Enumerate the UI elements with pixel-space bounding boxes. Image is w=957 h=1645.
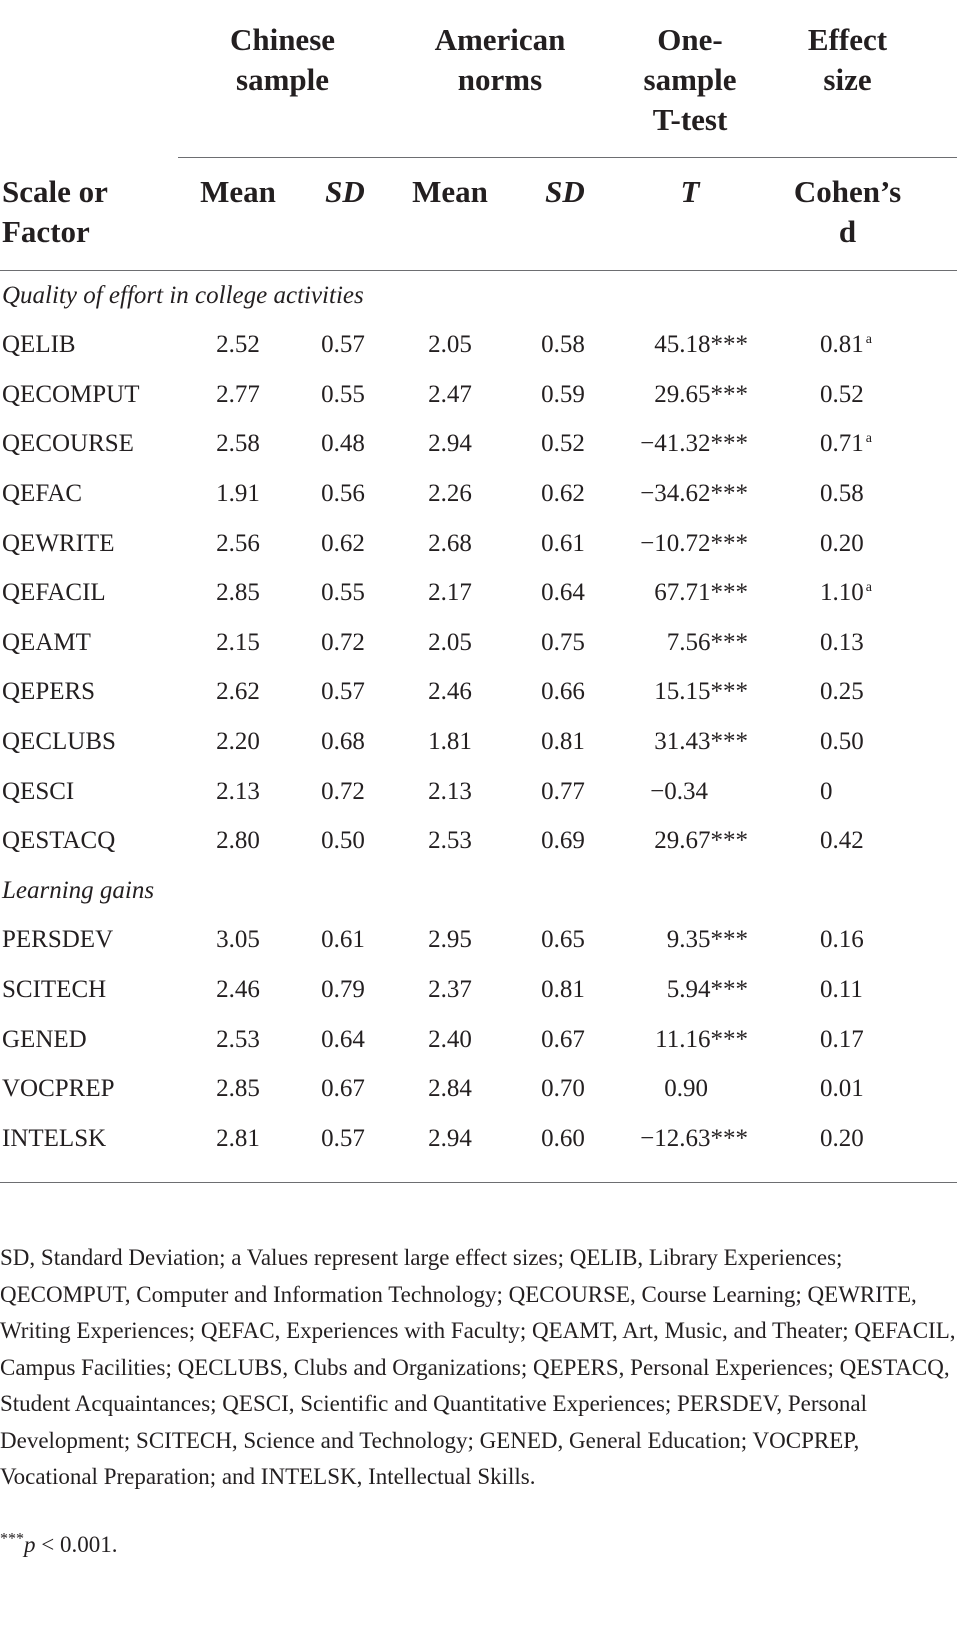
us-sd-cell: 0.77 — [541, 778, 585, 805]
scale-cell: VOCPREP — [2, 1075, 115, 1102]
section-title: Learning gains — [2, 877, 155, 904]
cn-sd-cell: 0.48 — [321, 430, 365, 457]
cn-sd-cell: 0.61 — [321, 926, 365, 953]
us-mean-cell: 2.40 — [428, 1026, 472, 1053]
us-mean-cell: 2.05 — [428, 629, 472, 656]
d-cell: 0.81 $^a$ — [820, 331, 872, 358]
scale-cell: QECLUBS — [2, 728, 116, 755]
table-note: SD, Standard Deviation; a Values represent large effect sizes; QELIB, Library Experiences; QECOMPUT, Computer and Information Technology; QECOURSE, Course Learning; QEWRITE, Writing Experiences; QEFAC, Experiences with Faculty; QEAMT, Art, Music, and Theater; QEFACIL, Campus Facilities; QECLUBS, Clubs and Organizations; QEPERS, Personal Experiences; QESTACQ, Student Acquaintances; QESCI, Scientific and Quantitative Experiences; PERSDEV, Personal Development; SCITECH, Science and Technology; GENED, General Education; VOCPREP, Vocational Preparation; and INTELSK, Intellectual Skills. — [0, 1245, 956, 1489]
cn-mean-cell: 2.81 — [216, 1125, 260, 1152]
p-symbol: p — [24, 1532, 36, 1557]
us-sd-cell: 0.81 — [541, 728, 585, 755]
d-cell: 0.16 — [820, 926, 864, 953]
cn-mean-cell: 2.15 — [216, 629, 260, 656]
cn-sd-cell: 0.57 — [321, 678, 365, 705]
header-cn-sd: SD — [325, 174, 365, 209]
us-mean-cell: 2.05 — [428, 331, 472, 358]
cn-mean-cell: 2.58 — [216, 430, 260, 457]
d-cell: 0.25 — [820, 678, 864, 705]
cn-mean-cell: 2.53 — [216, 1026, 260, 1053]
us-sd-cell: 0.70 — [541, 1075, 585, 1102]
t-cell: 11.16*** — [655, 1026, 748, 1053]
scale-cell: QECOMPUT — [2, 381, 140, 408]
t-cell: 67.71*** — [654, 579, 748, 606]
scale-cell: QEPERS — [2, 678, 96, 705]
t-cell: 29.65*** — [654, 381, 748, 408]
header-us-sd: SD — [545, 174, 585, 209]
us-sd-cell: 0.58 — [541, 331, 585, 358]
scale-cell: GENED — [2, 1026, 87, 1053]
cn-sd-cell: 0.62 — [321, 530, 365, 557]
t-cell: −0.34 — [650, 778, 708, 805]
cn-mean-cell: 2.13 — [216, 778, 260, 805]
header-cn-mean: Mean — [200, 174, 276, 209]
cn-sd-cell: 0.57 — [321, 1125, 365, 1152]
cn-sd-cell: 0.55 — [321, 381, 365, 408]
us-sd-cell: 0.65 — [541, 926, 585, 953]
d-cell: 0.20 — [820, 1125, 864, 1152]
us-sd-cell: 0.52 — [541, 430, 585, 457]
us-sd-cell: 0.59 — [541, 381, 585, 408]
d-cell: 1.10 $^a$ — [820, 579, 872, 606]
header-bottom-rule — [0, 270, 957, 271]
t-cell: −10.72*** — [640, 530, 748, 557]
header-us-mean: Mean — [412, 174, 488, 209]
large-effect-marker: a — [865, 579, 872, 595]
us-sd-cell: 0.66 — [541, 678, 585, 705]
cn-sd-cell: 0.56 — [321, 480, 365, 507]
significance-stars: *** — [0, 1530, 24, 1548]
cn-mean-cell: 2.85 — [216, 579, 260, 606]
cn-sd-cell: 0.57 — [321, 331, 365, 358]
d-cell: 0.50 — [820, 728, 864, 755]
cn-sd-cell: 0.67 — [321, 1075, 365, 1102]
t-cell: 31.43*** — [654, 728, 748, 755]
large-effect-marker: a — [865, 430, 872, 446]
large-effect-marker: a — [865, 331, 872, 347]
scale-cell: QEAMT — [2, 629, 91, 656]
header-effect-size: Effect size — [807, 22, 888, 97]
d-cell: 0.52 — [820, 381, 864, 408]
us-mean-cell: 2.94 — [428, 1125, 472, 1152]
us-mean-cell: 2.53 — [428, 827, 472, 854]
p-threshold: < 0.001. — [35, 1532, 118, 1557]
d-cell: 0.17 — [820, 1026, 864, 1053]
t-cell: −41.32*** — [640, 430, 748, 457]
us-sd-cell: 0.61 — [541, 530, 585, 557]
significance-footnote — [0, 1527, 117, 1563]
scale-cell: QEWRITE — [2, 530, 115, 557]
d-cell: 0.71 $^a$ — [820, 430, 872, 457]
cn-mean-cell: 2.46 — [216, 976, 260, 1003]
us-mean-cell: 2.47 — [428, 381, 472, 408]
us-mean-cell: 2.84 — [428, 1075, 472, 1102]
us-sd-cell: 0.62 — [541, 480, 585, 507]
d-cell: 0.58 — [820, 480, 864, 507]
cn-mean-cell: 3.05 — [216, 926, 260, 953]
d-cell: 0.13 — [820, 629, 864, 656]
t-cell: 9.35*** — [666, 926, 748, 953]
us-sd-cell: 0.81 — [541, 976, 585, 1003]
cn-sd-cell: 0.79 — [321, 976, 365, 1003]
cn-sd-cell: 0.55 — [321, 579, 365, 606]
cn-sd-cell: 0.64 — [321, 1026, 365, 1053]
scale-cell: QESTACQ — [2, 827, 116, 854]
cn-sd-cell: 0.68 — [321, 728, 365, 755]
d-cell: 0.11 — [820, 976, 863, 1003]
scale-cell: QECOURSE — [2, 430, 134, 457]
table-bottom-rule — [0, 1182, 957, 1183]
us-mean-cell: 2.37 — [428, 976, 472, 1003]
t-cell: 0.90 — [664, 1075, 708, 1102]
t-cell: −12.63*** — [640, 1125, 748, 1152]
header-group-rule — [178, 157, 957, 158]
scale-cell: QEFACIL — [2, 579, 106, 606]
cn-mean-cell: 2.52 — [216, 331, 260, 358]
header-cohens-d: Cohen’s d — [793, 174, 902, 249]
us-sd-cell: 0.69 — [541, 827, 585, 854]
header-t: T — [680, 174, 700, 209]
us-mean-cell: 2.13 — [428, 778, 472, 805]
us-mean-cell: 2.46 — [428, 678, 472, 705]
us-mean-cell: 2.68 — [428, 530, 472, 557]
scale-cell: QEFAC — [2, 480, 83, 507]
header-scale-or-factor: Scale or Factor — [2, 174, 108, 249]
cn-mean-cell: 2.56 — [216, 530, 260, 557]
us-mean-cell: 1.81 — [428, 728, 472, 755]
us-sd-cell: 0.64 — [541, 579, 585, 606]
us-sd-cell: 0.67 — [541, 1026, 585, 1053]
us-sd-cell: 0.75 — [541, 629, 585, 656]
t-cell: 7.56*** — [666, 629, 748, 656]
d-cell: 0.20 — [820, 530, 864, 557]
cn-mean-cell: 2.77 — [216, 381, 260, 408]
cn-mean-cell: 1.91 — [216, 480, 260, 507]
scale-cell: QELIB — [2, 331, 76, 358]
t-cell: 45.18*** — [654, 331, 748, 358]
d-cell: 0 — [820, 778, 833, 805]
header-one-sample-t-test: One- sample T-test — [643, 22, 737, 137]
t-cell: 15.15*** — [654, 678, 748, 705]
cn-sd-cell: 0.72 — [321, 778, 365, 805]
cn-mean-cell: 2.62 — [216, 678, 260, 705]
cn-mean-cell: 2.80 — [216, 827, 260, 854]
cn-sd-cell: 0.50 — [321, 827, 365, 854]
t-cell: 29.67*** — [654, 827, 748, 854]
header-american-norms: American norms — [434, 22, 566, 97]
scale-cell: SCITECH — [2, 976, 107, 1003]
us-mean-cell: 2.17 — [428, 579, 472, 606]
us-mean-cell: 2.26 — [428, 480, 472, 507]
section-title: Quality of effort in college activities — [2, 282, 364, 309]
us-sd-cell: 0.60 — [541, 1125, 585, 1152]
t-cell: −34.62*** — [640, 480, 748, 507]
cn-mean-cell: 2.20 — [216, 728, 260, 755]
scale-cell: PERSDEV — [2, 926, 114, 953]
d-cell: 0.42 — [820, 827, 864, 854]
d-cell: 0.01 — [820, 1075, 864, 1102]
cn-sd-cell: 0.72 — [321, 629, 365, 656]
scale-cell: QESCI — [2, 778, 75, 805]
cn-mean-cell: 2.85 — [216, 1075, 260, 1102]
t-cell: 5.94*** — [666, 976, 748, 1003]
header-chinese-sample: Chinese sample — [229, 22, 336, 97]
scale-cell: INTELSK — [2, 1125, 107, 1152]
us-mean-cell: 2.95 — [428, 926, 472, 953]
us-mean-cell: 2.94 — [428, 430, 472, 457]
